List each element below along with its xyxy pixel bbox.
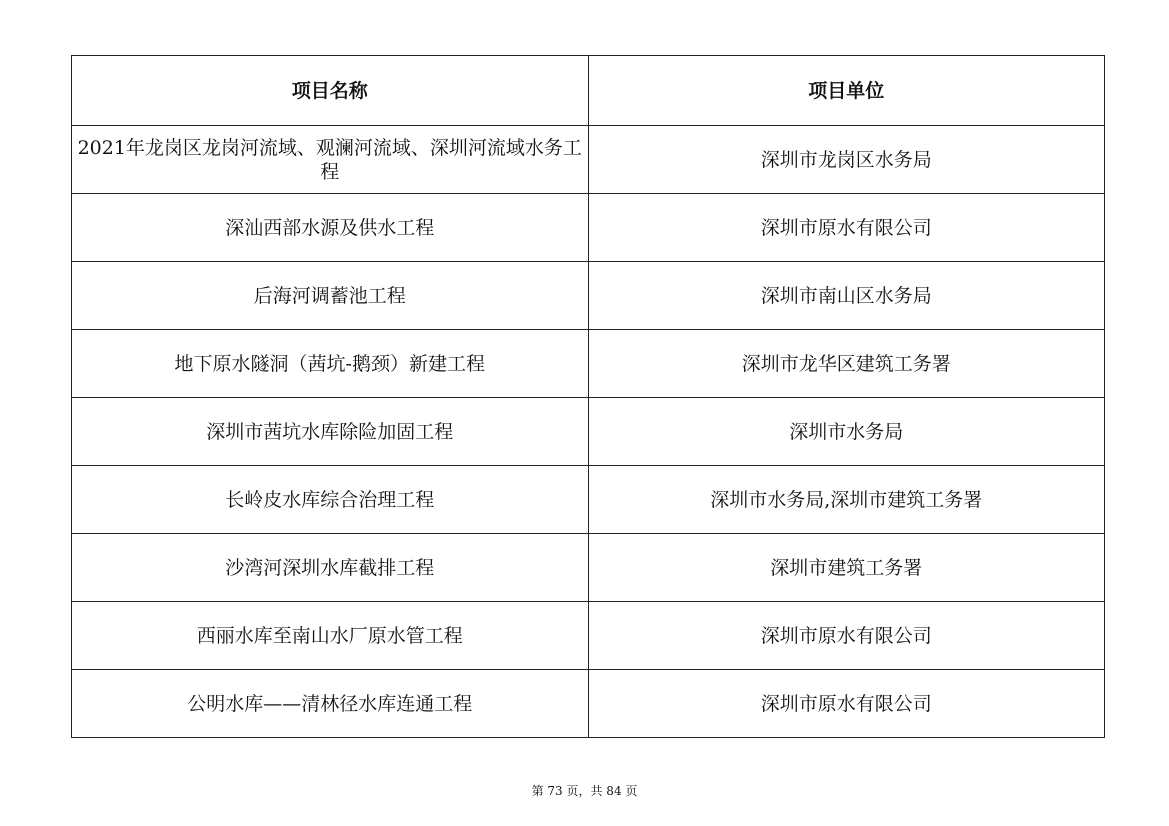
page-footer: 第 73 页，共 84 页 <box>531 784 638 798</box>
cell-project-unit: 深圳市原水有限公司 <box>588 670 1105 738</box>
cell-project-unit: 深圳市龙华区建筑工务署 <box>588 330 1105 398</box>
cell-project-unit: 深圳市建筑工务署 <box>588 534 1105 602</box>
cell-project-unit: 深圳市水务局,深圳市建筑工务署 <box>588 466 1105 534</box>
header-project-unit: 项目单位 <box>588 56 1105 126</box>
table-row <box>72 670 1105 738</box>
cell-project-name: 沙湾河深圳水库截排工程 <box>72 534 589 602</box>
table-row <box>72 262 1105 330</box>
project-table <box>71 55 1105 738</box>
header-project-name: 项目名称 <box>72 56 589 126</box>
table-row <box>72 330 1105 398</box>
cell-project-unit: 深圳市原水有限公司 <box>588 194 1105 262</box>
cell-project-unit: 深圳市南山区水务局 <box>588 262 1105 330</box>
cell-project-name: 长岭皮水库综合治理工程 <box>72 466 589 534</box>
cell-project-name: 深圳市茜坑水库除险加固工程 <box>72 398 589 466</box>
table-row <box>72 398 1105 466</box>
cell-project-name: 西丽水库至南山水厂原水管工程 <box>72 602 589 670</box>
cell-project-name: 公明水库——清林径水库连通工程 <box>72 670 589 738</box>
cell-project-unit: 深圳市龙岗区水务局 <box>588 126 1105 194</box>
cell-project-name: 地下原水隧洞（茜坑-鹅颈）新建工程 <box>72 330 589 398</box>
table-row <box>72 126 1105 194</box>
cell-project-name: 深汕西部水源及供水工程 <box>72 194 589 262</box>
cell-project-name: 后海河调蓄池工程 <box>72 262 589 330</box>
cell-project-unit: 深圳市水务局 <box>588 398 1105 466</box>
table-header-row <box>72 56 1105 126</box>
table-row <box>72 602 1105 670</box>
table-row <box>72 466 1105 534</box>
table-row <box>72 194 1105 262</box>
cell-project-unit: 深圳市原水有限公司 <box>588 602 1105 670</box>
table-row <box>72 534 1105 602</box>
cell-project-name: 2021年龙岗区龙岗河流域、观澜河流域、深圳河流域水务工程 <box>72 126 589 194</box>
